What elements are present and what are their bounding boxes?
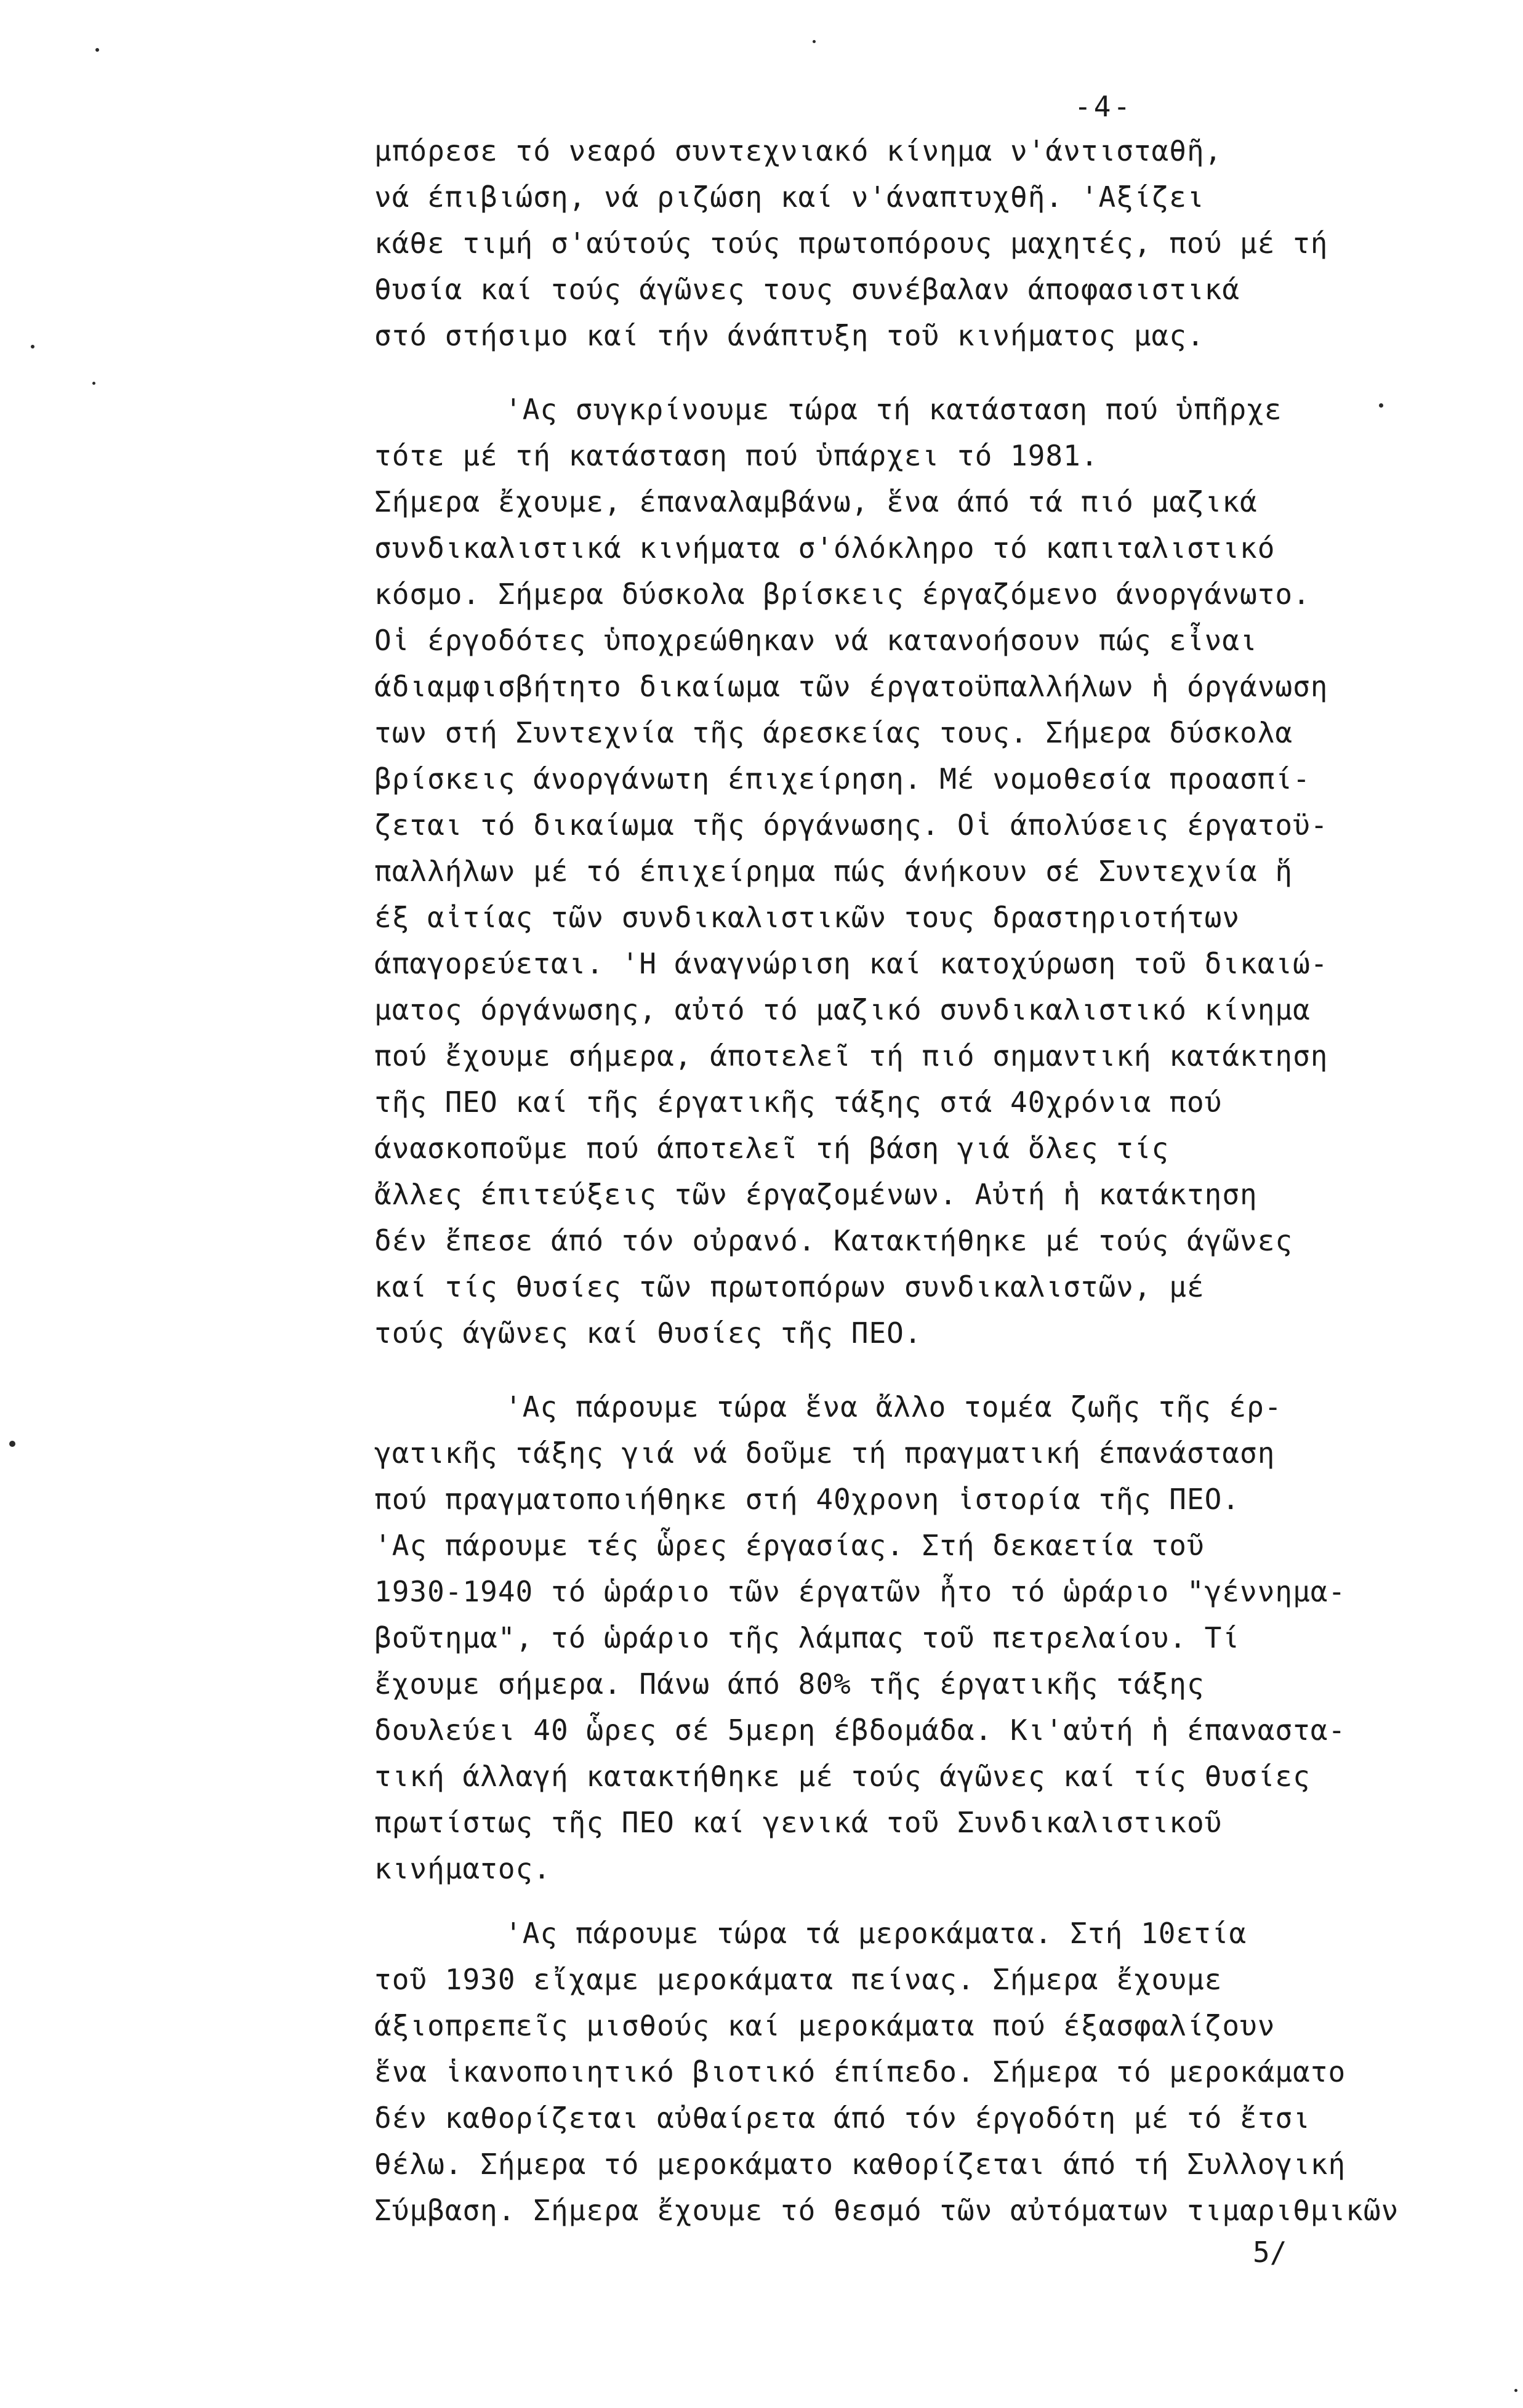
text-line: ἔχουμε σήμερα. Πάνω άπό 80% τῆς έργατικῆς τάξης (374, 1667, 1205, 1701)
text-line: Σύμβαση. Σήμερα ἔχουμε τό θεσμό τῶν αὐτόματων τιμαριθμικῶν (374, 2194, 1399, 2227)
text-line: πού ἔχουμε σήμερα, άποτελεῖ τή πιό σημαντική κατάκτηση (374, 1039, 1328, 1073)
text-line: άνασκοποῦμε πού άποτελεῖ τή βάση γιά ὅλες τίς (374, 1132, 1170, 1165)
text-line: στό στήσιμο καί τήν άνάπτυξη τοῦ κινήματος μας. (374, 319, 1205, 352)
text-line: 'Ας συγκρίνουμε τώρα τή κατάσταση πού ὑπῆρχε (505, 393, 1282, 426)
text-line: άπαγορεύεται. 'Η άναγνώριση καί κατοχύρωση τοῦ δικαιώ- (374, 947, 1328, 980)
continuation-marker: 5/ (1253, 2236, 1287, 2269)
text-line: ἄλλες έπιτεύξεις τῶν έργαζομένων. Αὐτή ἡ κατάκτηση (374, 1178, 1258, 1211)
text-line: 'Ας πάρουμε τώρα ἕνα ἄλλο τομέα ζωῆς τῆς έρ- (505, 1390, 1282, 1423)
text-line: 1930-1940 τό ὡράριο τῶν έργατῶν ἦτο τό ὡράριο "γέννημα- (374, 1575, 1346, 1608)
text-line: κόσμο. Σήμερα δύσκολα βρίσκεις έργαζόμενο άνοργάνωτο. (374, 578, 1311, 611)
text-line: βοῦτημα", τό ὡράριο τῆς λάμπας τοῦ πετρελαίου. Τί (374, 1621, 1240, 1654)
text-line: παλλήλων μέ τό έπιχείρημα πώς άνήκουν σέ Συντεχνία ἥ (374, 855, 1293, 888)
text-line: τότε μέ τή κατάσταση πού ὑπάρχει τό 1981. (374, 439, 1099, 472)
text-line: Οἱ έργοδότες ὑποχρεώθηκαν νά κατανοήσουν πώς εἶναι (374, 624, 1258, 657)
scan-speck (813, 40, 816, 43)
text-line: γατικῆς τάξης γιά νά δοῦμε τή πραγματική έπανάσταση (374, 1436, 1276, 1470)
text-line: δουλεύει 40 ὧρες σέ 5μερη έβδομάδα. Κι'αὐτή ἡ έπαναστα- (374, 1713, 1346, 1747)
scan-speck (92, 382, 95, 385)
text-line: άξιοπρεπεῖς μισθούς καί μεροκάματα πού έξασφαλίζουν (374, 2009, 1276, 2042)
text-line: Σήμερα ἔχουμε, έπαναλαμβάνω, ἕνα άπό τά πιό μαζικά (374, 485, 1258, 518)
text-line: θέλω. Σήμερα τό μεροκάματο καθορίζεται άπό τή Συλλογική (374, 2148, 1346, 2181)
text-line: τοῦ 1930 εἴχαμε μεροκάματα πείνας. Σήμερα ἔχουμε (374, 1963, 1223, 1996)
text-line: πού πραγματοποιήθηκε στή 40χρονη ἱστορία τῆς ΠΕΟ. (374, 1483, 1240, 1516)
text-line: 'Ας πάρουμε τές ὧρες έργασίας. Στή δεκαετία τοῦ (374, 1529, 1205, 1562)
scan-speck (95, 48, 99, 52)
scan-speck (9, 1441, 15, 1447)
page-number: -4- (1074, 90, 1133, 123)
text-line: τῆς ΠΕΟ καί τῆς έργατικῆς τάξης στά 40χρόνια πού (374, 1085, 1223, 1119)
text-line: τούς άγῶνες καί θυσίες τῆς ΠΕΟ. (374, 1316, 922, 1350)
text-line: κάθε τιμή σ'αύτούς τούς πρωτοπόρους μαχητές, πού μέ τή (374, 227, 1328, 260)
text-line: 'Ας πάρουμε τώρα τά μεροκάματα. Στή 10ετία (505, 1917, 1247, 1950)
text-line: μπόρεσε τό νεαρό συντεχνιακό κίνημα ν'άντισταθῆ, (374, 134, 1223, 167)
text-line: συνδικαλιστικά κινήματα σ'όλόκληρο τό καπιταλιστικό (374, 531, 1276, 565)
text-line: άδιαμφισβήτητο δικαίωμα τῶν έργατοϋπαλλήλων ἡ όργάνωση (374, 670, 1328, 703)
scan-speck (31, 345, 34, 348)
text-line: βρίσκεις άνοργάνωτη έπιχείρηση. Μέ νομοθεσία προασπί- (374, 762, 1311, 795)
text-line: δέν καθορίζεται αὐθαίρετα άπό τόν έργοδότη μέ τό ἔτσι (374, 2101, 1311, 2135)
text-line: πρωτίστως τῆς ΠΕΟ καί γενικά τοῦ Συνδικαλιστικοῦ (374, 1806, 1223, 1839)
scan-speck (1514, 2389, 1517, 2392)
scan-speck (1379, 403, 1383, 408)
text-line: των στή Συντεχνία τῆς άρεσκείας τους. Σήμερα δύσκολα (374, 716, 1293, 749)
text-line: καί τίς θυσίες τῶν πρωτοπόρων συνδικαλιστῶν, μέ (374, 1270, 1205, 1303)
text-line: θυσία καί τούς άγῶνες τους συνέβαλαν άποφασιστικά (374, 273, 1240, 306)
text-line: νά έπιβιώση, νά ριζώση καί ν'άναπτυχθῆ. 'Αξίζει (374, 180, 1205, 214)
text-line: ζεται τό δικαίωμα τῆς όργάνωσης. Οἱ άπολύσεις έργατοϋ- (374, 808, 1328, 842)
text-line: κινήματος. (374, 1852, 551, 1885)
text-line: τική άλλαγή κατακτήθηκε μέ τούς άγῶνες καί τίς θυσίες (374, 1760, 1311, 1793)
text-line: δέν ἔπεσε άπό τόν οὐρανό. Κατακτήθηκε μέ τούς άγῶνες (374, 1224, 1293, 1257)
text-line: ἕνα ἱκανοποιητικό βιοτικό έπίπεδο. Σήμερα τό μεροκάματο (374, 2055, 1346, 2088)
text-line: ματος όργάνωσης, αὐτό τό μαζικό συνδικαλιστικό κίνημα (374, 993, 1311, 1026)
text-line: έξ αἰτίας τῶν συνδικαλιστικῶν τους δραστηριοτήτων (374, 901, 1240, 934)
